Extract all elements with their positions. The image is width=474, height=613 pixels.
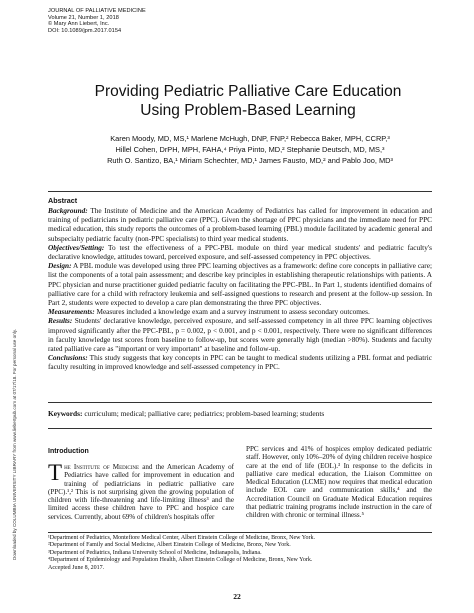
footnote-2: ²Department of Family and Social Medicine, Albert Einstein College of Medicine, Bronx, New York. — [48, 542, 291, 549]
results-label: Results: — [48, 316, 73, 326]
abstract-body — [48, 206, 432, 372]
abstract-design — [48, 261, 432, 307]
abstract-objectives — [48, 243, 432, 261]
journal-name: JOURNAL OF PALLIATIVE MEDICINE — [48, 8, 146, 14]
keywords-label: Keywords: — [48, 409, 83, 418]
footnotes — [48, 535, 432, 572]
results-text: Students' declarative knowledge, perceived exposure, and self-assessed competency in all three PPC learning objectives improved significantly after the PPC-PBL, p = 0.002, p < 0.001, and p < 0.001, respectively. There were no significant differences in faculty knowledge test scores from baseline to follow-up, but scores were generally high (median >80%). Students and faculty rated palliative care as "important or very important" at baseline and follow-up. — [48, 316, 432, 354]
authors-line-1: Karen Moody, MD, MS,¹ Marlene McHugh, DNP, FNP,² Rebecca Baker, MPH, CCRP,³ — [110, 134, 390, 143]
abstract-results — [48, 316, 432, 353]
authors-line-3: Ruth O. Santizo, BA,¹ Miriam Schechter, MD,¹ James Fausto, MD,² and Pablo Joo, MD³ — [107, 156, 393, 165]
measurements-text: Measures included a knowledge exam and a survey instrument to assess secondary outcomes. — [96, 307, 370, 317]
abstract-conclusions — [48, 353, 432, 371]
abstract-background — [48, 206, 432, 243]
authors-line-2: Hillel Cohen, DrPH, MPH, FAHA,⁴ Priya Pinto, MD,² Stephanie Deutsch, MD, MS,³ — [115, 145, 385, 154]
intro-right-text: PPC services and 41% of hospices employ dedicated pediatric staff. However, only 10%–20% of dying children receive hospice care at the end of life (EOL).³ In response to the deficits in palliative care medical education, the Liaison Committee on Medical Education (LCME) now requires that medical education include EOL care and communication skills,⁴ and the Accreditation Council on Graduate Medical Education requires that pediatric training programs include instruction in the care of children with chronic or terminal illness.⁵ — [246, 445, 432, 520]
journal-copyright: © Mary Ann Liebert, Inc. — [48, 21, 110, 28]
abstract-heading: Abstract — [48, 196, 78, 205]
conclusions-label: Conclusions: — [48, 353, 88, 363]
journal-volume: Volume 21, Number 1, 2018 — [48, 14, 119, 21]
background-text: The Institute of Medicine and the American Academy of Pediatrics has called for improvement in education and training of pediatricians in pediatric palliative care (PPC). Given the shortage of PPC physicians and the immediate need for PPC medical education, this study reports the outcomes of a problem-based learning (PBL) module facilitated by academic general and subspecialty pediatric faculty (non-PPC specialists) to third year medical students. — [48, 206, 432, 243]
footnote-1: ¹Department of Pediatrics, Montefiore Medical Center, Albert Einstein College of Medicine, Bronx, New York. — [48, 535, 315, 541]
intro-right-column — [246, 445, 432, 520]
intro-lead: he Institute of Medicine — [64, 463, 140, 471]
background-label: Background: — [48, 206, 88, 215]
download-notice: Downloaded by COLUMBIA UNIVERSITY LIBRARY from www.liebertpub.com at 07/17/18. For personal use only. — [12, 329, 17, 560]
intro-left-column — [48, 460, 234, 521]
title-line-1: Providing Pediatric Palliative Care Education — [94, 83, 402, 100]
conclusions-text: This study suggests that key concepts in PPC can be taught to medical students utilizing a PBL format and pediatric faculty resulting in improved knowledge and self-assessed competency in PPC. — [48, 353, 432, 372]
footnote-3: ³Department of Pediatrics, Indiana University School of Medicine, Indianapolis, Indiana. — [48, 549, 262, 556]
introduction-heading: Introduction — [48, 448, 89, 455]
abstract-bottom-rule — [48, 402, 432, 403]
abstract-measurements — [48, 307, 432, 316]
footnote-rule — [48, 532, 432, 533]
journal-doi: DOI: 10.1089/jpm.2017.0154 — [48, 27, 122, 34]
drop-cap: T — [48, 460, 63, 485]
objectives-label: Objectives/Setting: — [48, 242, 105, 252]
keywords-bottom-rule — [48, 428, 432, 429]
measurements-label: Measurements: — [48, 307, 95, 317]
journal-header — [48, 8, 146, 34]
intro-left-text: and the American Academy of Pediatrics have called for improvement in education and training of pediatricians in pediatric palliative care (PPC).¹,² This is not surprising given the growing population of children with life-threatening and life-limiting illness³ and the limited access these children have to PPC and hospice care services. Currently, about 69% of children's hospitals offer — [48, 463, 234, 521]
page-number: 22 — [233, 592, 241, 601]
article-title — [48, 82, 448, 120]
design-text: A PBL module was developed using three PPC learning objectives as a framework: define core concepts in palliative care; list the components of a total pain assessment; and describe key principles in establishing therapeutic relationships with patients. A PPC physician and nurse practitioner guided pediatric faculty on facilitating the PPC-PBL. In Part 1, students identified domains of palliative care for a child with refractory leukemia and self-assigned questions to research and present at the follow-up session. In Part 2, students were expected to develop a care plan demonstrating the three PPC objectives. — [48, 261, 432, 308]
keywords-text: curriculum; medical; palliative care; pediatrics; problem-based learning; students — [84, 409, 325, 418]
accepted-date: Accepted June 8, 2017. — [48, 564, 105, 571]
design-label: Design: — [48, 261, 72, 271]
objectives-text: To test the effectiveness of a PPC-PBL module on third year medical students' and pediatric faculty's declarative knowledge, attitudes toward, perceived exposure, and self-assessed competency in PPC objectives. — [48, 242, 432, 262]
abstract-top-rule — [48, 191, 432, 192]
author-list — [60, 133, 440, 166]
footnote-4: ⁴Department of Epidemiology and Population Health, Albert Einstein College of Medicine, Bronx, New York. — [48, 557, 313, 564]
title-line-2: Using Problem-Based Learning — [140, 102, 356, 119]
keywords — [48, 409, 432, 418]
